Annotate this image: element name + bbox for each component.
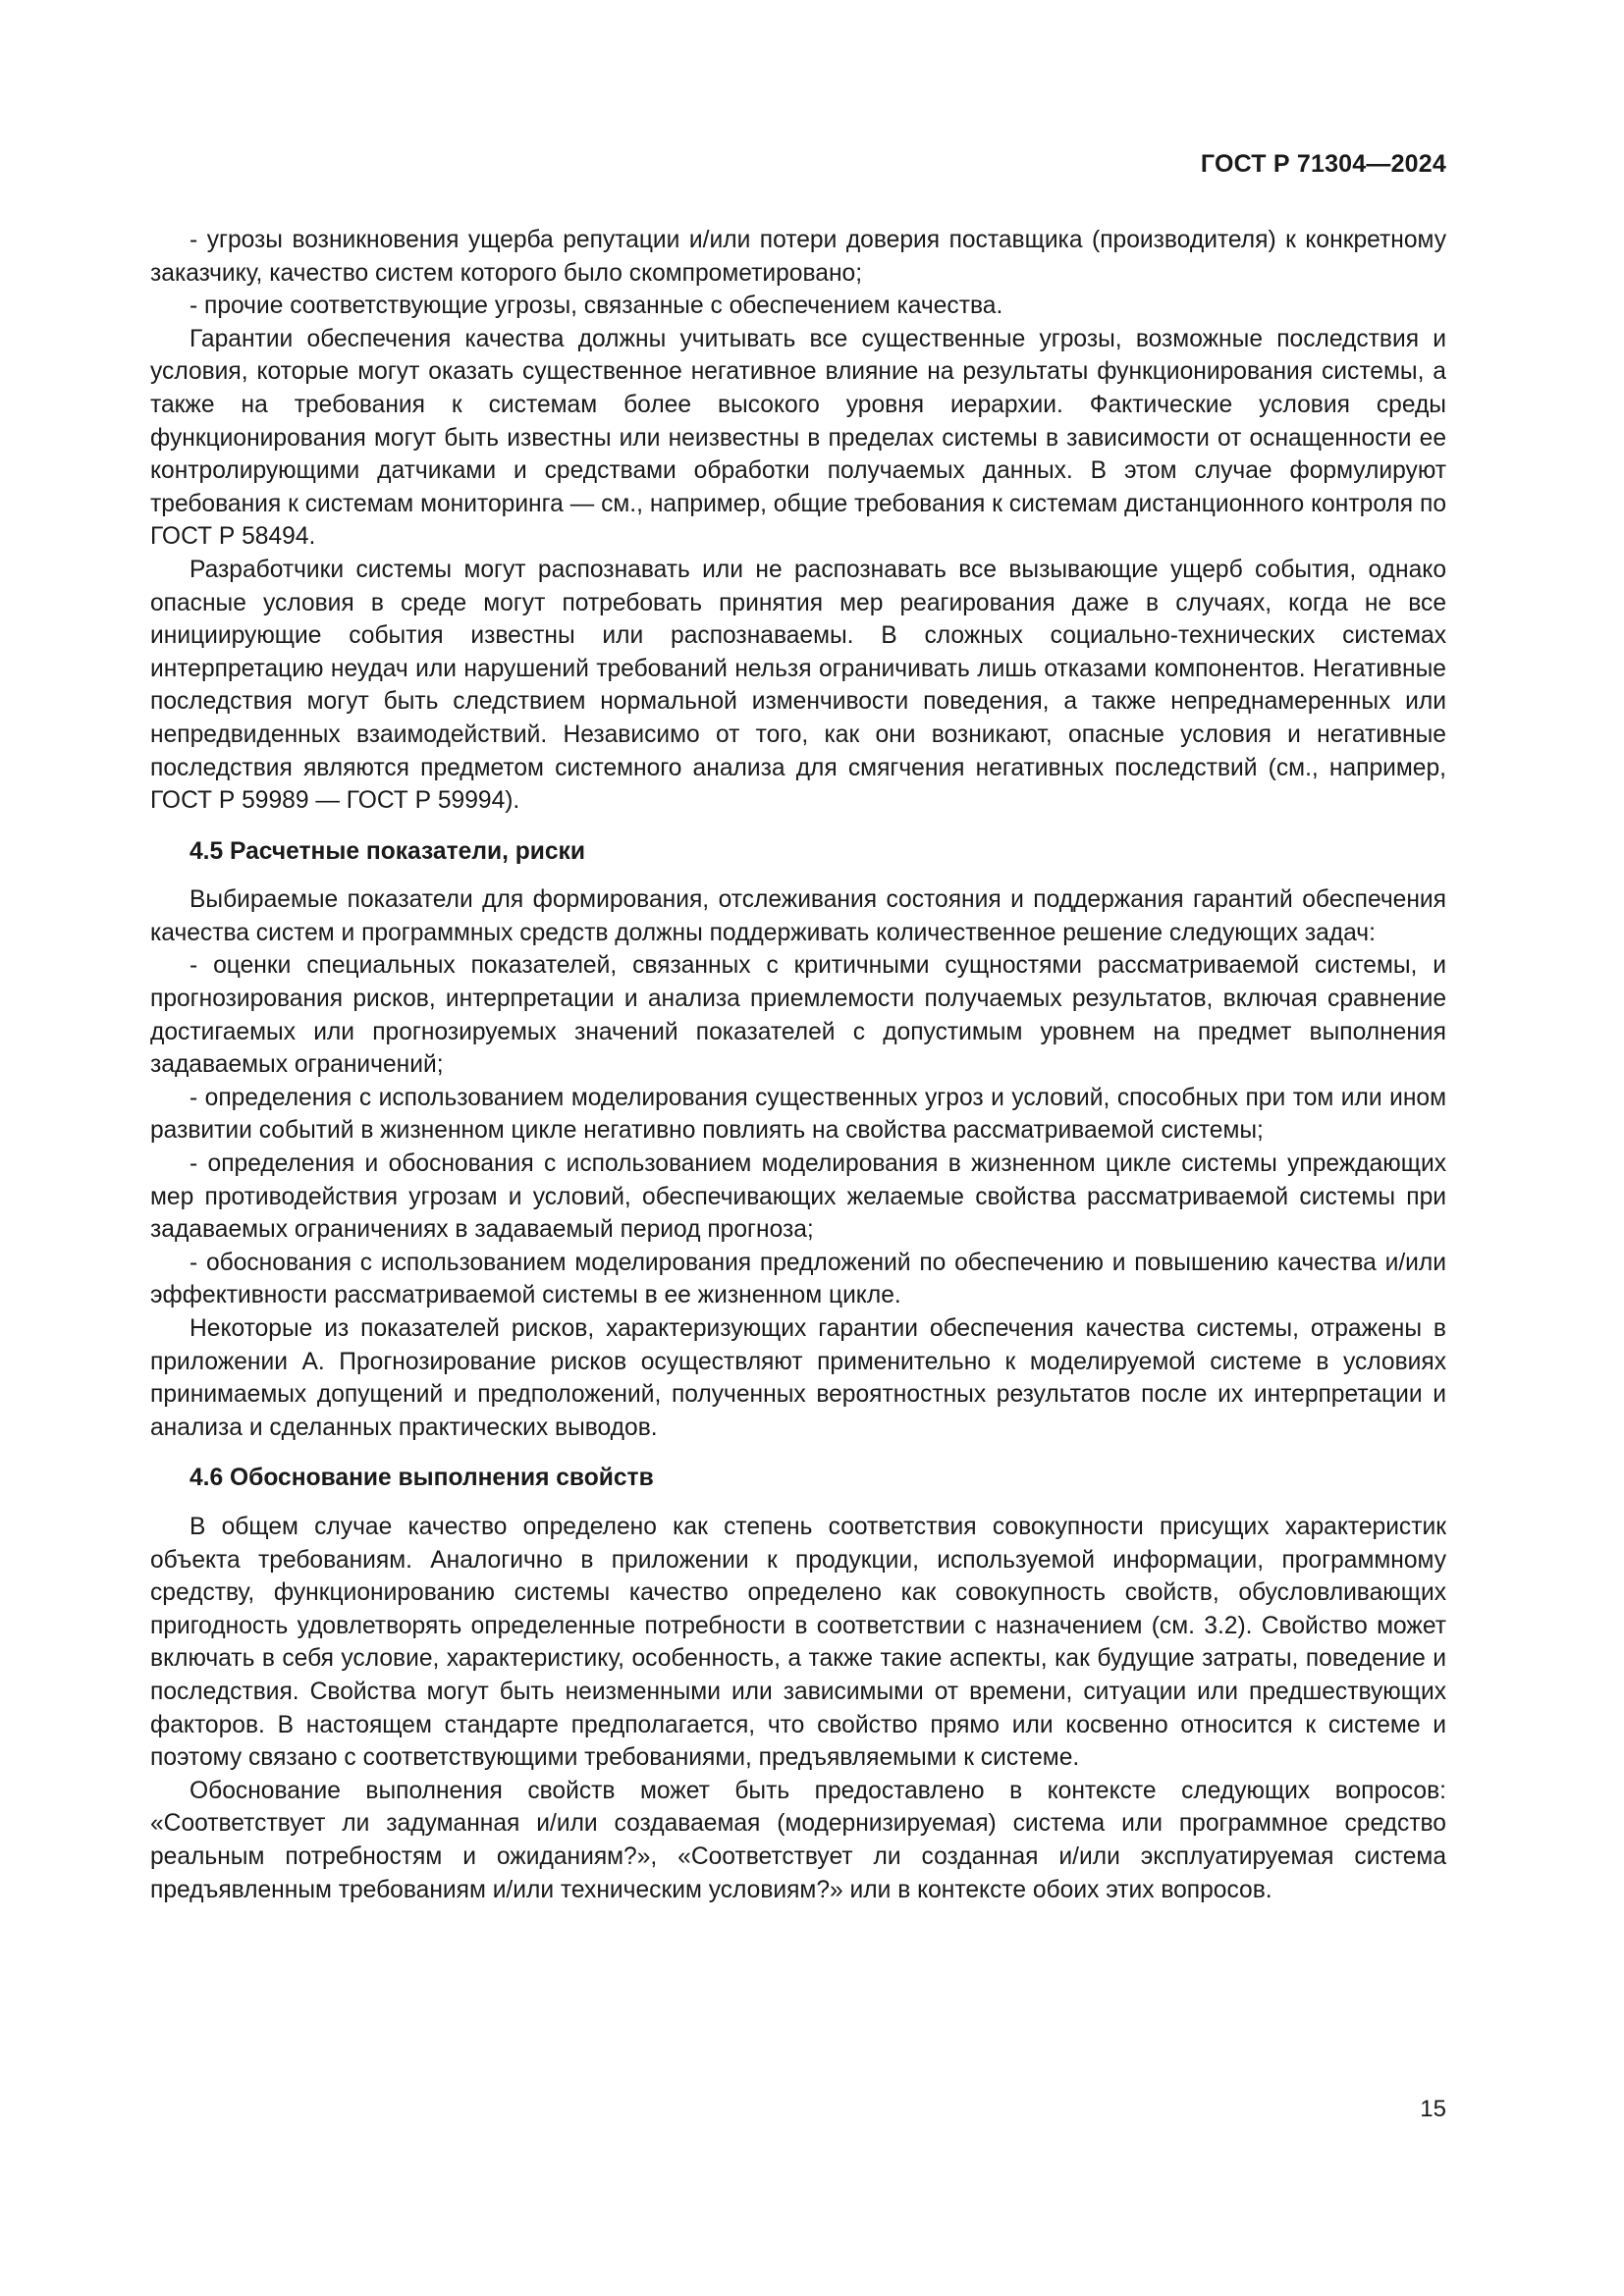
list-item-countermeasures: - определения и обоснования с использованием моделирования в жизненном цикле системы упреждающих мер противодействия угрозам и условий, обеспечивающих желаемые свойства рассматриваемой системы при задаваемых ограничениях в задаваемый период прогноза;	[150, 1150, 1446, 1244]
list-item-threat-determination: - определения с использованием моделирования существенных угроз и условий, способных при том или ином развитии событий в жизненном цикле негативно повлиять на свойства рассматриваемой системы;	[150, 1084, 1446, 1145]
paragraph-threat-reputation: - угрозы возникновения ущерба репутации и/или потери доверия поставщика (производителя) к конкретному заказчику, качество систем которого было скомпрометировано;	[150, 227, 1446, 287]
paragraph-system-developers: Разработчики системы могут распознавать или не распознавать все вызывающие ущерб события, однако опасные условия в среде могут потребовать принятия мер реагирования даже в случаях, когда не все инициирующие события известны или распознаваемы. В сложных социально-технических системах интерпретацию неудач или нарушений требований нельзя ограничивать лишь отказами компонентов. Негативные последствия могут быть следствием нормальной изменчивости поведения, а также непреднамеренных или непредвиденных взаимодействий. Независимо от того, как они возникают, опасные условия и негативные последствия являются предметом системного анализа для смягчения негативных последствий (см., например, ГОСТ Р 59989 — ГОСТ Р 59994).	[150, 556, 1446, 815]
document-body	[150, 224, 1446, 1906]
document-header-standard-id: ГОСТ Р 71304—2024	[1200, 150, 1446, 178]
paragraph-selected-indicators: Выбираемые показатели для формирования, отслеживания состояния и поддержания гарантий обеспечения качества систем и программных средств должны поддерживать количественное решение следующих задач:	[150, 886, 1446, 946]
page-number: 15	[1420, 2096, 1446, 2122]
section-heading-4-5: 4.5 Расчетные показатели, риски	[189, 837, 585, 865]
paragraph-quality-guarantees: Гарантии обеспечения качества должны учитывать все существенные угрозы, возможные последствия и условия, которые могут оказать существенное негативное влияние на результаты функционирования системы, а также на требования к системам более высокого уровня иерархии. Фактические условия среды функционирования могут быть известны или неизвестны в пределах системы в зависимости от оснащенности ее контролирующими датчиками и средствами обработки получаемых данных. В этом случае формулируют требования к системам мониторинга — см., например, общие требования к системам дистанционного контроля по ГОСТ Р 58494.	[150, 325, 1446, 551]
list-item-estimation: - оценки специальных показателей, связанных с критичными сущностями рассматриваемой системы, и прогнозирования рисков, интерпретации и анализа приемлемости получаемых результатов, включая сравнение достигаемых или прогнозируемых значений показателей с допустимым уровнем на предмет выполнения задаваемых ограничений;	[150, 952, 1446, 1079]
section-heading-4-6: 4.6 Обоснование выполнения свойств	[189, 1465, 654, 1492]
paragraph-properties-justification: Обоснование выполнения свойств может быть предоставлено в контексте следующих вопросов: «Соответствует ли задуманная и/или создаваемая (модернизируемая) система или программное средство реальным потребностям и ожиданиям?», «Соответствует ли созданная и/или эксплуатируемая система предъявленным требованиям и/или техническим условиям?» или в контексте обоих этих вопросов.	[150, 1777, 1446, 1903]
paragraph-quality-definition: В общем случае качество определено как степень соответствия совокупности присущих характеристик объекта требованиям. Аналогично в приложении к продукции, используемой информации, программному средству, функционированию системы качество определено как совокупность свойств, обусловливающих пригодность удовлетворять определенные потребности в соответствии с назначением (см. 3.2). Свойство может включать в себя условие, характеристику, особенность, а также такие аспекты, как будущие затраты, поведение и последствия. Свойства могут быть неизменными или зависимыми от времени, ситуации или предшествующих факторов. В настоящем стандарте предполагается, что свойство прямо или косвенно относится к системе и поэтому связано с соответствующими требованиями, предъявляемыми к системе.	[150, 1513, 1446, 1772]
paragraph-threat-other: - прочие соответствующие угрозы, связанные с обеспечением качества.	[189, 293, 1003, 320]
paragraph-risk-indicators: Некоторые из показателей рисков, характеризующих гарантии обеспечения качества системы, отражены в приложении А. Прогнозирование рисков осуществляют применительно к моделируемой системе в условиях принимаемых допущений и предположений, полученных вероятностных результатов после их интерпретации и анализа и сделанных практических выводов.	[150, 1315, 1446, 1441]
list-item-proposals: - обоснования с использованием моделирования предложений по обеспечению и повышению качества и/или эффективности рассматриваемой системы в ее жизненном цикле.	[150, 1249, 1446, 1309]
